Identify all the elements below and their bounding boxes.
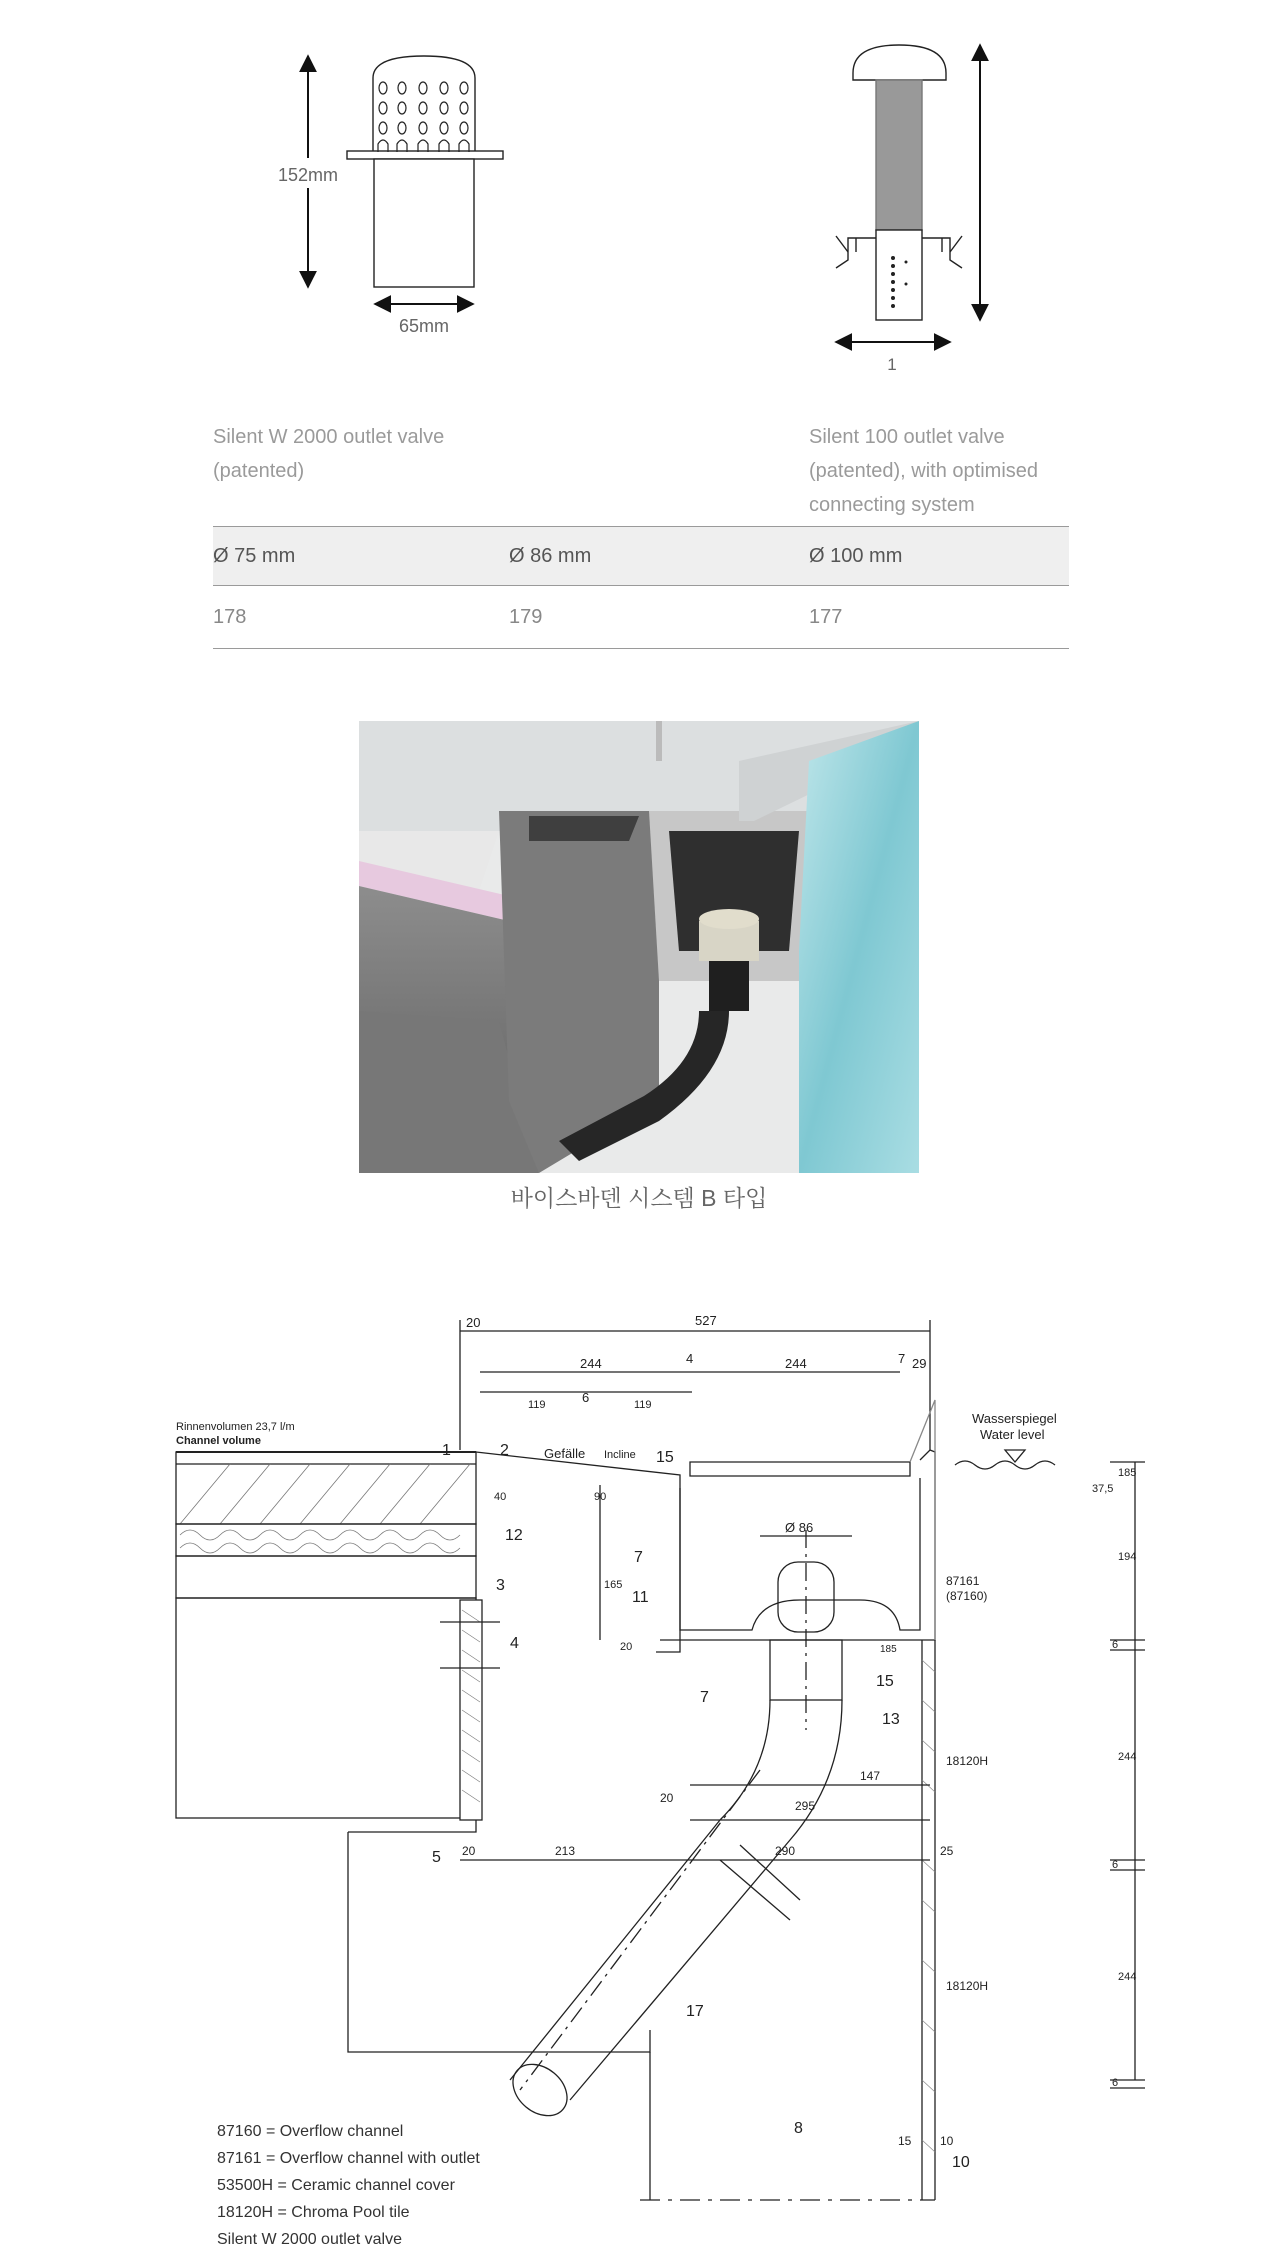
dimension-label: 119 [528,1399,546,1411]
left-product-caption [213,420,444,488]
channel-volume-label: Rinnenvolumen 23,7 l/m [176,1421,295,1433]
part-label: 87161 [946,1574,980,1588]
part-label: (87160) [946,1589,988,1603]
incline-label: Gefälle [544,1446,586,1461]
dimension-label: 6 [1112,1859,1119,1871]
table-cell: 179 [509,605,543,628]
legend-line: 18120H = Chroma Pool tile [217,2204,410,2221]
callout-number: 3 [496,1577,505,1594]
caption-line: Silent 100 outlet valve [809,426,1005,448]
callout-number: 7 [700,1689,709,1706]
dimension-label: 4 [686,1351,694,1366]
table-cell: 178 [213,605,247,628]
table-row [213,586,1069,649]
dimension-label: 37,5 [1092,1483,1114,1495]
caption-line: Silent W 2000 outlet valve [213,426,445,448]
caption-line: (patented) [213,460,305,482]
table-header-row [213,526,1069,586]
dimension-label: 6 [1112,1639,1119,1651]
tile-label: 18120H [946,1754,989,1768]
right-width-label: 1 [887,355,897,374]
table-header-cell: Ø 86 mm [509,544,592,567]
dimension-label: 244 [580,1356,602,1371]
width-dimension-label: 65mm [398,316,450,336]
dimension-label: 194 [1118,1551,1137,1563]
legend-line: 87161 = Overflow channel with outlet [217,2150,480,2167]
dimension-label: 185 [880,1644,897,1655]
dimension-label: 20 [660,1791,674,1805]
legend-line: 53500H = Ceramic channel cover [217,2177,455,2194]
product-drawings [0,0,1280,380]
callout-number: 7 [634,1549,643,1566]
dimension-label: 165 [604,1579,623,1591]
callout-number: 5 [432,1849,441,1866]
callout-number: 11 [632,1589,649,1606]
dimension-label: 29 [912,1356,927,1371]
dimension-label: 244 [1118,1971,1137,1983]
dimension-label: 20 [466,1315,481,1330]
dimension-label: 15 [898,2134,912,2148]
dimension-label: 119 [634,1399,652,1411]
dimension-label: 527 [695,1313,717,1328]
diameter-table [213,526,1069,649]
dimension-label: 213 [555,1844,576,1858]
channel-volume-label-en: Channel volume [176,1435,261,1447]
section-drawing [0,1300,1280,2261]
callout-number: 15 [876,1673,894,1690]
tile-label: 18120H [946,1979,989,1993]
height-dimension-label: 152mm [277,165,339,185]
dimension-label: 25 [940,1844,954,1858]
right-product-caption [809,420,1038,522]
callout-number: 4 [510,1635,519,1652]
table-header-cell: Ø 75 mm [213,544,296,567]
callout-number: 17 [686,2003,704,2020]
table-header-cell: Ø 100 mm [809,544,903,567]
dimension-label: 7 [898,1351,906,1366]
image-caption: 바이스바덴 시스템 B 타입 [510,1185,768,1211]
dimension-label: 244 [1118,1751,1137,1763]
dimension-label: 244 [785,1356,807,1371]
callout-number: 12 [505,1527,523,1544]
dimension-label: 20 [620,1641,633,1653]
system-render-image [359,721,919,1173]
callout-number: 2 [500,1442,509,1459]
dimension-label: 10 [940,2134,954,2148]
dimension-label: 20 [462,1844,476,1858]
dimension-label: 147 [860,1769,881,1783]
callout-number: 1 [442,1442,451,1459]
dimension-label: 6 [1112,2077,1119,2089]
table-cell: 177 [809,605,843,628]
water-level-label: Wasserspiegel [972,1411,1057,1426]
legend-line: 87160 = Overflow channel [217,2123,404,2140]
dimension-label: 90 [594,1491,607,1503]
caption-line: (patented), with optimised [809,460,1039,482]
callout-number: 10 [952,2154,970,2171]
dimension-label: Ø 86 [785,1520,814,1535]
incline-label-en: Incline [604,1449,636,1461]
caption-line: connecting system [809,494,975,516]
dimension-label: 295 [795,1799,816,1813]
callout-number: 15 [656,1449,674,1466]
dimension-label: 185 [1118,1467,1137,1479]
silent-100-drawing [836,45,980,342]
dimension-label: 290 [775,1844,796,1858]
dimension-label: 40 [494,1491,507,1503]
legend-line: Silent W 2000 outlet valve [217,2231,402,2248]
dimension-label: 6 [582,1390,590,1405]
water-level-label-en: Water level [980,1427,1045,1442]
callout-number: 8 [794,2120,803,2137]
callout-number: 13 [882,1711,900,1728]
